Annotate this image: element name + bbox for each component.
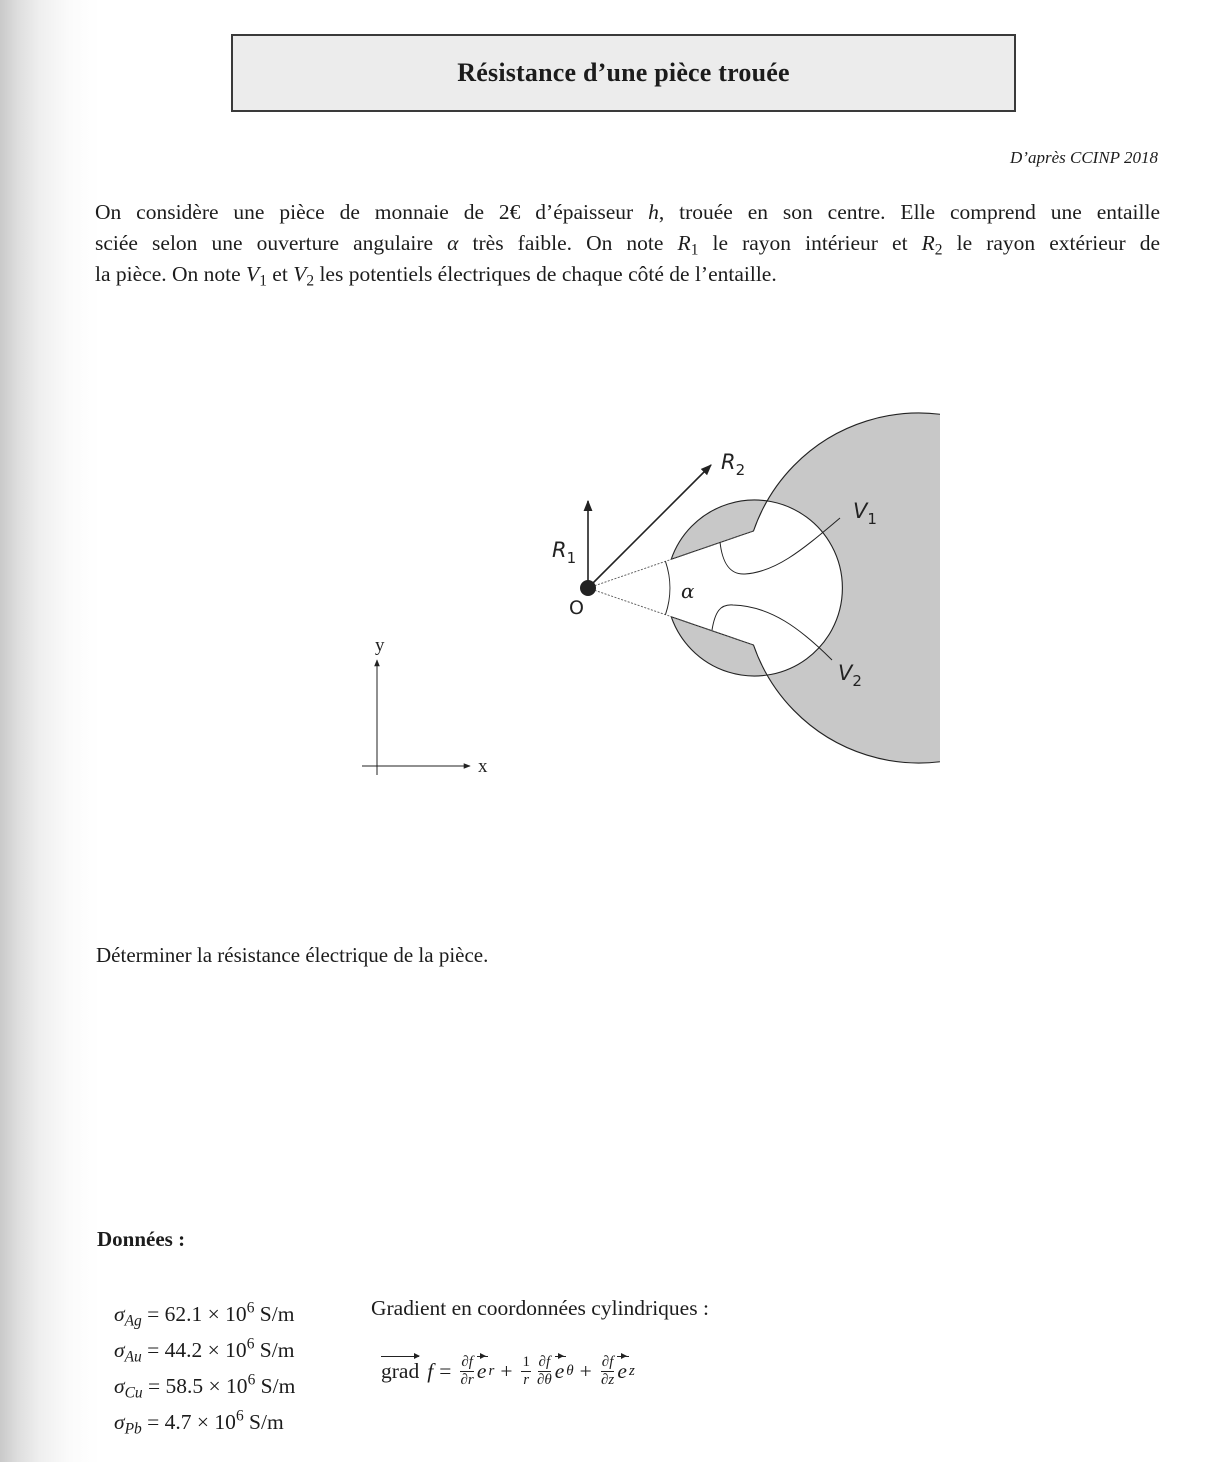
fraction-df-dtheta [537,1354,552,1389]
unit-vector-e-r: e [476,1359,487,1383]
alpha-symbol: α [447,231,459,255]
subscript: 2 [934,241,943,259]
fraction-1-r [521,1354,531,1389]
numerator: ∂f [461,1354,473,1370]
denominator: ∂r [460,1372,474,1388]
subscript: 2 [306,272,315,290]
text: le rayon intérieur et [698,231,922,255]
v2-symbol: V [293,262,307,286]
sigma-value: = 4.7 × 10 [147,1410,236,1434]
label-r1-sub: 1 [566,549,577,567]
denominator: ∂z [600,1372,615,1388]
plus-sign: + [500,1359,513,1383]
sigma-subscript: Ag [124,1312,142,1330]
label-r2-main: R [721,450,736,474]
conductivity-list [114,1296,295,1440]
function-f: f [427,1359,434,1383]
label-r2 [721,450,745,479]
sigma-exponent: 6 [246,1299,255,1317]
gradient-caption: Gradient en coordonnées cylindriques : [371,1296,709,1320]
text: très faible. On note [458,231,678,255]
conductivity-pb [114,1404,295,1440]
label-alpha: α [681,579,695,603]
unit-vector-e-theta: e [554,1359,565,1383]
gradient-formula [381,1354,635,1389]
title-box [231,34,1016,112]
grad-operator: grad [381,1359,420,1383]
sigma-unit: S/m [254,1338,295,1362]
denominator: r [523,1372,530,1388]
conductivity-cu [114,1368,295,1404]
data-heading: Données : [97,1227,186,1251]
index-theta: θ [566,1363,574,1379]
fraction-df-dr [460,1354,474,1389]
label-v2-main: V [838,661,853,685]
slot-edge-lower [588,588,754,645]
coin-diagram [340,400,940,800]
thickness-symbol: h [648,200,659,224]
sigma-symbol: σ [114,1302,125,1326]
question-text: Déterminer la résistance électrique de la pièce. [96,943,489,967]
numerator: ∂f [601,1354,614,1370]
coin-ring [671,413,940,763]
sigma-subscript: Au [124,1348,142,1366]
label-x: x [478,756,488,777]
intro-paragraph [95,197,1160,290]
subscript: 1 [690,241,699,259]
sigma-exponent: 6 [247,1371,256,1389]
sigma-subscript: Cu [124,1384,143,1402]
sigma-value: = 58.5 × 10 [148,1374,248,1398]
conductivity-au [114,1332,295,1368]
intro-line-2 [95,228,1160,259]
conductivity-ag [114,1296,295,1332]
denominator: ∂θ [536,1372,552,1388]
text: , trouée en son centre. Elle comprend une entaille [658,200,1161,224]
sigma-unit: S/m [243,1410,284,1434]
v1-symbol: V [246,262,260,286]
sigma-symbol: σ [114,1410,125,1434]
label-r1 [552,538,576,567]
text: sciée selon une ouverture angulaire [95,231,448,255]
label-y: y [375,635,385,656]
alpha-arc [666,562,670,615]
sigma-symbol: σ [114,1374,125,1398]
plus-sign: + [579,1359,592,1383]
source-attribution: D’après CCINP 2018 [1010,148,1158,167]
intro-line-3 [95,259,1160,290]
r2-symbol: R [921,231,935,255]
text: la pièce. On note [95,262,247,286]
equals-sign: = [439,1359,452,1383]
subscript: 1 [259,272,267,290]
label-r1-main: R [552,538,567,562]
numerator: 1 [522,1354,530,1370]
text: et [266,262,294,286]
sigma-subscript: Pb [124,1420,142,1438]
sigma-symbol: σ [114,1338,125,1362]
label-v1-main: V [853,499,868,523]
numerator: ∂f [538,1354,551,1370]
text: On considère une pièce de monnaie de 2€ d’épaisseur [95,200,649,224]
text: le rayon extérieur de [942,231,1161,255]
origin-dot [580,580,596,596]
sigma-unit: S/m [254,1302,295,1326]
slot-edge-upper [588,531,754,588]
page-title: Résistance d’une pièce trouée [457,58,790,87]
intro-line-1 [95,197,1160,228]
unit-vector-e-z: e [617,1359,627,1383]
sigma-exponent: 6 [246,1335,255,1353]
sigma-value: = 62.1 × 10 [147,1302,247,1326]
fraction-df-dz [601,1354,615,1389]
label-origin: O [569,597,584,619]
r1-symbol: R [677,231,691,255]
sigma-value: = 44.2 × 10 [147,1338,247,1362]
label-r2-sub: 2 [735,461,746,479]
index-z: z [628,1363,635,1379]
index-r: r [488,1363,495,1379]
label-v1-sub: 1 [867,510,877,528]
sigma-exponent: 6 [235,1407,244,1425]
sigma-unit: S/m [255,1374,296,1398]
label-v2-sub: 2 [852,672,862,690]
text: les potentiels électriques de chaque côté de l’entaille. [314,262,777,286]
